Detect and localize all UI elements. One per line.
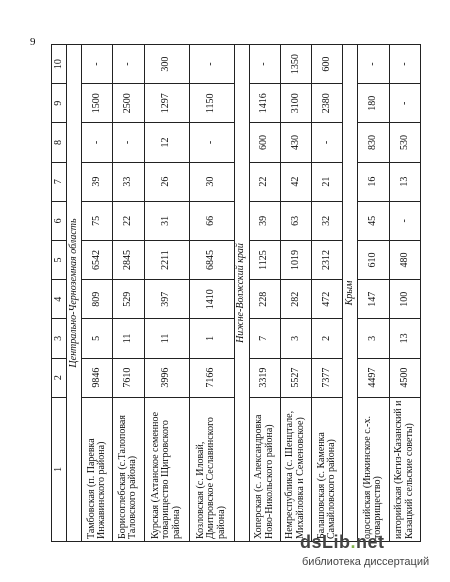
value-cell: 2312 <box>312 240 343 279</box>
value-cell: - <box>113 123 144 162</box>
value-cell: - <box>389 45 420 84</box>
value-cell: 830 <box>358 123 389 162</box>
value-cell: 1150 <box>189 84 234 123</box>
value-cell: 2 <box>312 319 343 358</box>
value-cell: 1 <box>189 319 234 358</box>
section-title: Нижне-Волжский край <box>234 45 249 542</box>
value-cell: 22 <box>113 201 144 240</box>
section-header-row <box>67 45 82 542</box>
value-cell: - <box>189 45 234 84</box>
value-cell: 7377 <box>312 358 343 397</box>
value-cell: 7 <box>249 319 280 358</box>
value-cell: 2380 <box>312 84 343 123</box>
value-cell: 42 <box>280 162 311 201</box>
value-cell: 1125 <box>249 240 280 279</box>
value-cell: 12 <box>144 123 189 162</box>
table-rotator <box>51 44 421 542</box>
value-cell: 11 <box>113 319 144 358</box>
value-cell: 39 <box>249 201 280 240</box>
value-cell: 75 <box>82 201 113 240</box>
value-cell: 22 <box>249 162 280 201</box>
value-cell: - <box>358 45 389 84</box>
section-title: Крым <box>343 45 358 542</box>
value-cell: 300 <box>144 45 189 84</box>
value-cell: 397 <box>144 280 189 319</box>
column-header: 8 <box>52 123 67 162</box>
table-row <box>82 45 113 542</box>
value-cell: 1416 <box>249 84 280 123</box>
value-cell: 63 <box>280 201 311 240</box>
column-header: 6 <box>52 201 67 240</box>
dslib-subtitle: библиотека диссертаций <box>302 556 430 568</box>
page-number: 9 <box>30 36 36 48</box>
value-cell: 32 <box>312 201 343 240</box>
region-name-cell: Тамбовская (п. Паревка Инжавинского района) <box>82 397 113 541</box>
value-cell: 7610 <box>113 358 144 397</box>
value-cell: 11 <box>144 319 189 358</box>
value-cell: 9846 <box>82 358 113 397</box>
value-cell: 33 <box>113 162 144 201</box>
value-cell: 1350 <box>280 45 311 84</box>
region-name-cell: иаторийская (Кегиз-Казанский и Казацкий сельские советы) <box>389 397 420 541</box>
value-cell: 1410 <box>189 280 234 319</box>
rotated-table-area <box>51 44 421 542</box>
table-row <box>249 45 280 542</box>
value-cell: 13 <box>389 319 420 358</box>
value-cell: 4500 <box>389 358 420 397</box>
table-row <box>389 45 420 542</box>
value-cell: 180 <box>358 84 389 123</box>
value-cell: 4497 <box>358 358 389 397</box>
region-name-cell: Курская (Ахтанское семенное товарищество Щигровского района) <box>144 397 189 541</box>
column-header: 3 <box>52 319 67 358</box>
value-cell: 13 <box>389 162 420 201</box>
value-cell: 147 <box>358 280 389 319</box>
value-cell: 3319 <box>249 358 280 397</box>
value-cell: 3 <box>358 319 389 358</box>
value-cell: 600 <box>312 45 343 84</box>
value-cell: 6542 <box>82 240 113 279</box>
column-header: 7 <box>52 162 67 201</box>
value-cell: 228 <box>249 280 280 319</box>
value-cell: 100 <box>389 280 420 319</box>
column-header: 2 <box>52 358 67 397</box>
value-cell: 430 <box>280 123 311 162</box>
value-cell: 31 <box>144 201 189 240</box>
value-cell: 2211 <box>144 240 189 279</box>
value-cell: 529 <box>113 280 144 319</box>
value-cell: 2500 <box>113 84 144 123</box>
column-header: 9 <box>52 84 67 123</box>
value-cell: 3 <box>280 319 311 358</box>
value-cell: 282 <box>280 280 311 319</box>
value-cell: 1500 <box>82 84 113 123</box>
value-cell: 30 <box>189 162 234 201</box>
region-name-cell: Козловская (с. Иловай, Дмитровское Сеславинского района) <box>189 397 234 541</box>
region-name-cell: Балашовская (с. Каменка Самайловского района) <box>312 397 343 541</box>
value-cell: 3996 <box>144 358 189 397</box>
value-cell: 472 <box>312 280 343 319</box>
region-name-cell: одосийская (Инжинское с.-х. товарищество) <box>358 397 389 541</box>
value-cell: 5 <box>82 319 113 358</box>
table-row <box>189 45 234 542</box>
value-cell: 600 <box>249 123 280 162</box>
section-header-row <box>234 45 249 542</box>
table-body <box>67 45 421 542</box>
value-cell: - <box>312 123 343 162</box>
value-cell: 5527 <box>280 358 311 397</box>
value-cell: 39 <box>82 162 113 201</box>
column-number-row <box>52 45 67 542</box>
value-cell: 16 <box>358 162 389 201</box>
statistics-table <box>51 44 421 542</box>
value-cell: 610 <box>358 240 389 279</box>
column-header: 10 <box>52 45 67 84</box>
value-cell: - <box>82 123 113 162</box>
table-row <box>144 45 189 542</box>
value-cell: 45 <box>358 201 389 240</box>
region-name-cell: Хоперская (с. Александровка Ново-Никольского района) <box>249 397 280 541</box>
section-title: Центрально-Черноземная область <box>67 45 82 542</box>
dslib-logo: dsLib.net <box>300 532 385 552</box>
region-name-cell: Борисоглебская (с.Талоповая Таловского района) <box>113 397 144 541</box>
column-header: 4 <box>52 280 67 319</box>
dslib-watermark <box>300 532 440 572</box>
section-header-row <box>343 45 358 542</box>
value-cell: 21 <box>312 162 343 201</box>
table-row <box>113 45 144 542</box>
value-cell: 809 <box>82 280 113 319</box>
value-cell: 1019 <box>280 240 311 279</box>
value-cell: - <box>113 45 144 84</box>
column-header: 1 <box>52 397 67 541</box>
value-cell: 66 <box>189 201 234 240</box>
value-cell: 1297 <box>144 84 189 123</box>
value-cell: 530 <box>389 123 420 162</box>
value-cell: - <box>249 45 280 84</box>
table-row <box>312 45 343 542</box>
column-header: 5 <box>52 240 67 279</box>
value-cell: 6845 <box>189 240 234 279</box>
value-cell: 26 <box>144 162 189 201</box>
value-cell: - <box>389 201 420 240</box>
value-cell: - <box>82 45 113 84</box>
value-cell: - <box>189 123 234 162</box>
table-row <box>358 45 389 542</box>
value-cell: 2845 <box>113 240 144 279</box>
value-cell: - <box>389 84 420 123</box>
table-row <box>280 45 311 542</box>
region-name-cell: Немреспублика (с. Шенцтале, Михайловка и Семеновское) <box>280 397 311 541</box>
value-cell: 3100 <box>280 84 311 123</box>
value-cell: 480 <box>389 240 420 279</box>
value-cell: 7166 <box>189 358 234 397</box>
